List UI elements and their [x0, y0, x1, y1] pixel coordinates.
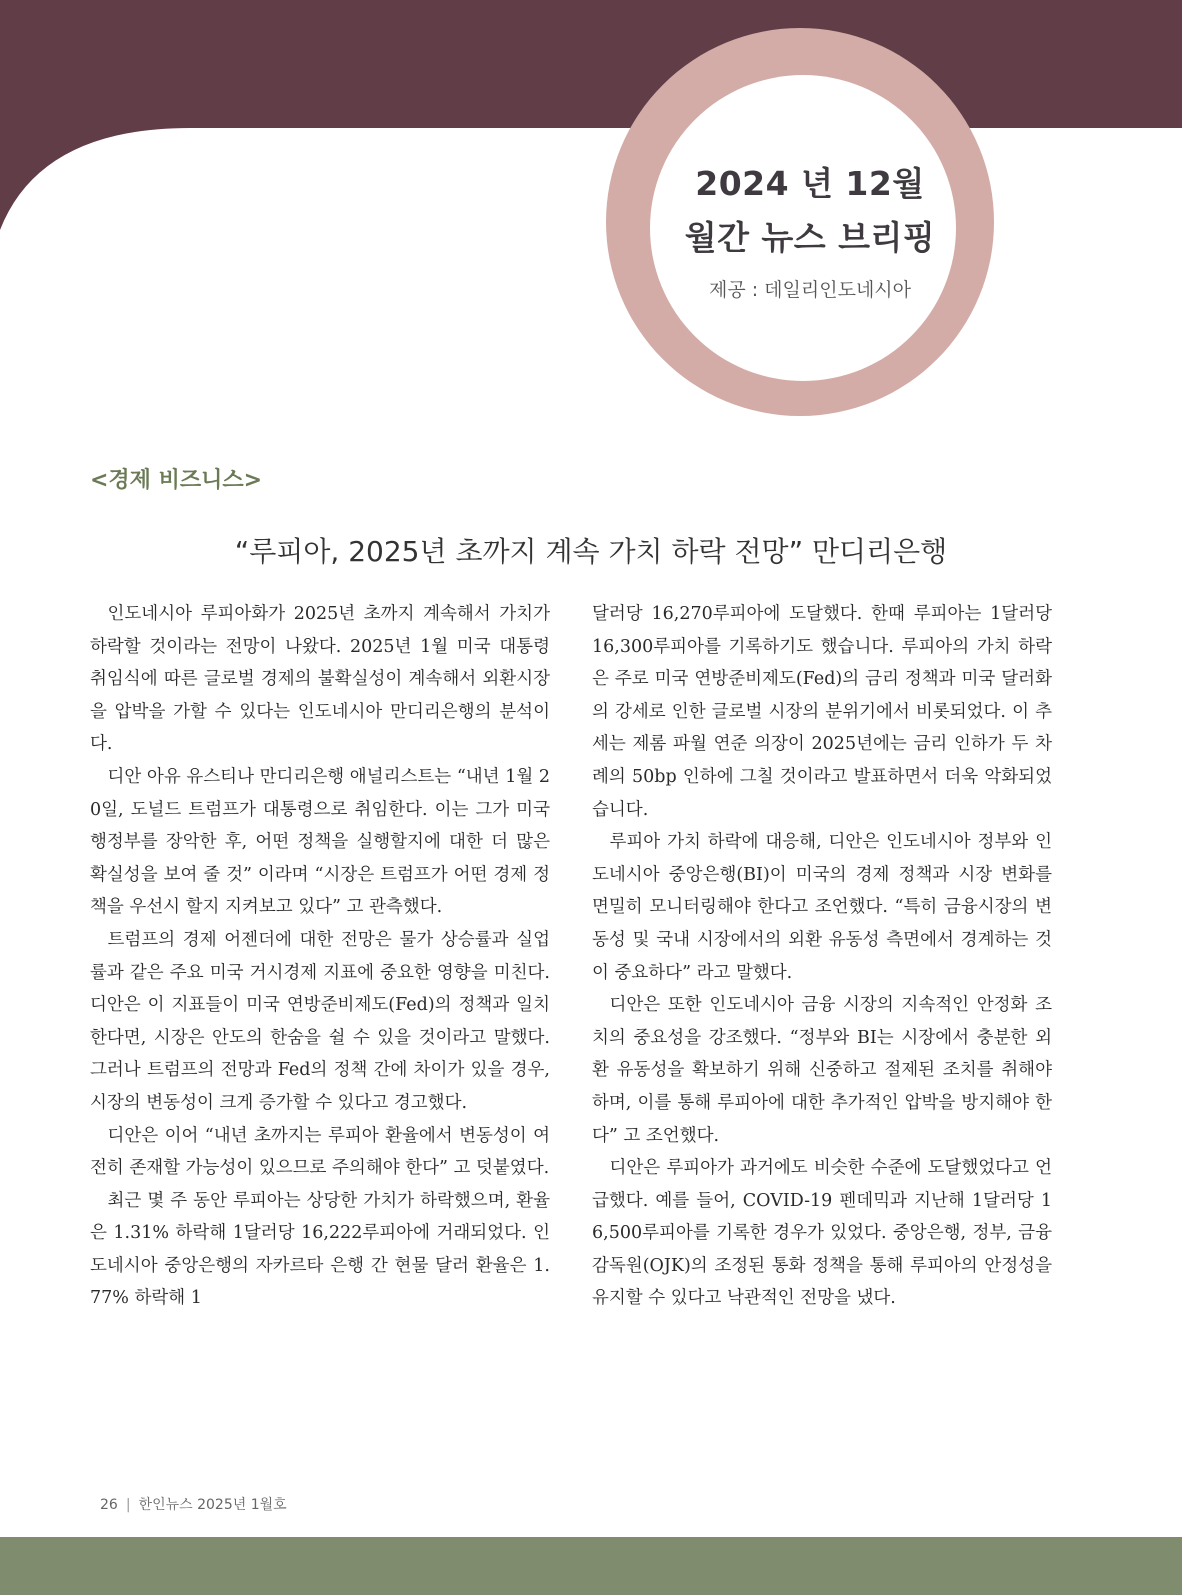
- paragraph: 디안 아유 유스티나 만디리은행 애널리스트는 “내년 1월 20일, 도널드 트럼프가 대통령으로 취임한다. 이는 그가 미국 행정부를 장악한 후, 어떤 정책을 실행할지에 대한 더 많은 확실성을 보여 줄 것” 이라며 “시장은 트럼프가 어떤 경제 정책을 우선시 할지 지켜보고 있다” 고 관측했다.: [90, 766, 550, 918]
- badge-source: 제공 : 데일리인도네시아: [708, 279, 912, 301]
- paragraph: 트럼프의 경제 어젠더에 대한 전망은 물가 상승률과 실업률과 같은 주요 미국 거시경제 지표에 중요한 영향을 미친다. 디안은 이 지표들이 미국 연방준비제도(Fed)의 정책과 일치한다면, 시장은 안도의 한숨을 쉴 수 있을 것이라고 말했다. 그러나 트럼프의 전망과 Fed의 정책 간에 차이가 있을 경우, 시장의 변동성이 크게 증가할 수 있다고 경고했다.: [90, 929, 550, 1113]
- article-column-left: [90, 598, 550, 1315]
- paragraph: 디안은 이어 “내년 초까지는 루피아 환율에서 변동성이 여전히 존재할 가능성이 있으므로 주의해야 한다” 고 덧붙였다.: [90, 1125, 550, 1179]
- article-headline: “루피아, 2025년 초까지 계속 가치 하락 전망” 만디리은행: [234, 535, 948, 568]
- paragraph: 디안은 루피아가 과거에도 비슷한 수준에 도달했었다고 언급했다. 예를 들어, COVID-19 펜데믹과 지난해 1달러당 16,500루피아를 기록한 경우가 있었다. 중앙은행, 정부, 금융감독원(OJK)의 조정된 통화 정책을 통해 루피아의 안정성을 유지할 수 있다고 낙관적인 전망을 냈다.: [592, 1158, 1052, 1309]
- footer-separator: |: [125, 1497, 131, 1513]
- paragraph-continued: 달러당 16,270루피아에 도달했다. 한때 루피아는 1달러당 16,300루피아를 기록하기도 했습니다. 루피아의 가치 하락은 주로 미국 연방준비제도(Fed)의 금리 정책과 미국 달러화의 강세로 인한 글로벌 시장의 분위기에서 비롯되었다. 이 추세는 제롬 파월 연준 의장이 2025년에는 금리 인하가 두 차례의 50bp 인하에 그칠 것이라고 발표하면서 더욱 악화되었습니다.: [592, 604, 1052, 820]
- page-number: 26: [100, 1497, 118, 1513]
- section-label: <경제 비즈니스>: [90, 468, 263, 493]
- page-footer: [100, 1494, 287, 1514]
- article-column-right: [592, 598, 1052, 1315]
- badge-title-line2: 월간 뉴스 브리핑: [684, 218, 936, 257]
- badge-title-line1: 2024 년 12월: [695, 164, 925, 203]
- header-band: [0, 0, 1182, 230]
- publication-name: 한인뉴스 2025년 1월호: [138, 1497, 287, 1513]
- paragraph: 인도네시아 루피아화가 2025년 초까지 계속해서 가치가 하락할 것이라는 전망이 나왔다. 2025년 1월 미국 대통령 취임식에 따른 글로벌 경제의 불확실성이 계속해서 외환시장을 압박을 가할 수 있다는 인도네시아 만디리은행의 분석이다.: [90, 604, 550, 755]
- paragraph: 루피아 가치 하락에 대응해, 디안은 인도네시아 정부와 인도네시아 중앙은행(BI)이 미국의 경제 정책과 시장 변화를 면밀히 모니터링해야 한다고 조언했다. “특히 금융시장의 변동성 및 국내 시장에서의 외환 유동성 측면에서 경계하는 것이 중요하다” 라고 말했다.: [592, 832, 1052, 983]
- bottom-bar: [0, 1537, 1182, 1595]
- paragraph: 최근 몇 주 동안 루피아는 상당한 가치가 하락했으며, 환율은 1.31% 하락해 1달러당 16,222루피아에 거래되었다. 인도네시아 중앙은행의 자카르타 은행 간 현물 달러 환율은 1.77% 하락해 1: [90, 1190, 550, 1309]
- paragraph: 디안은 또한 인도네시아 금융 시장의 지속적인 안정화 조치의 중요성을 강조했다. “정부와 BI는 시장에서 충분한 외환 유동성을 확보하기 위해 신중하고 절제된 조치를 취해야 하며, 이를 통해 루피아에 대한 추가적인 압박을 방지해야 한다” 고 조언했다.: [592, 995, 1052, 1146]
